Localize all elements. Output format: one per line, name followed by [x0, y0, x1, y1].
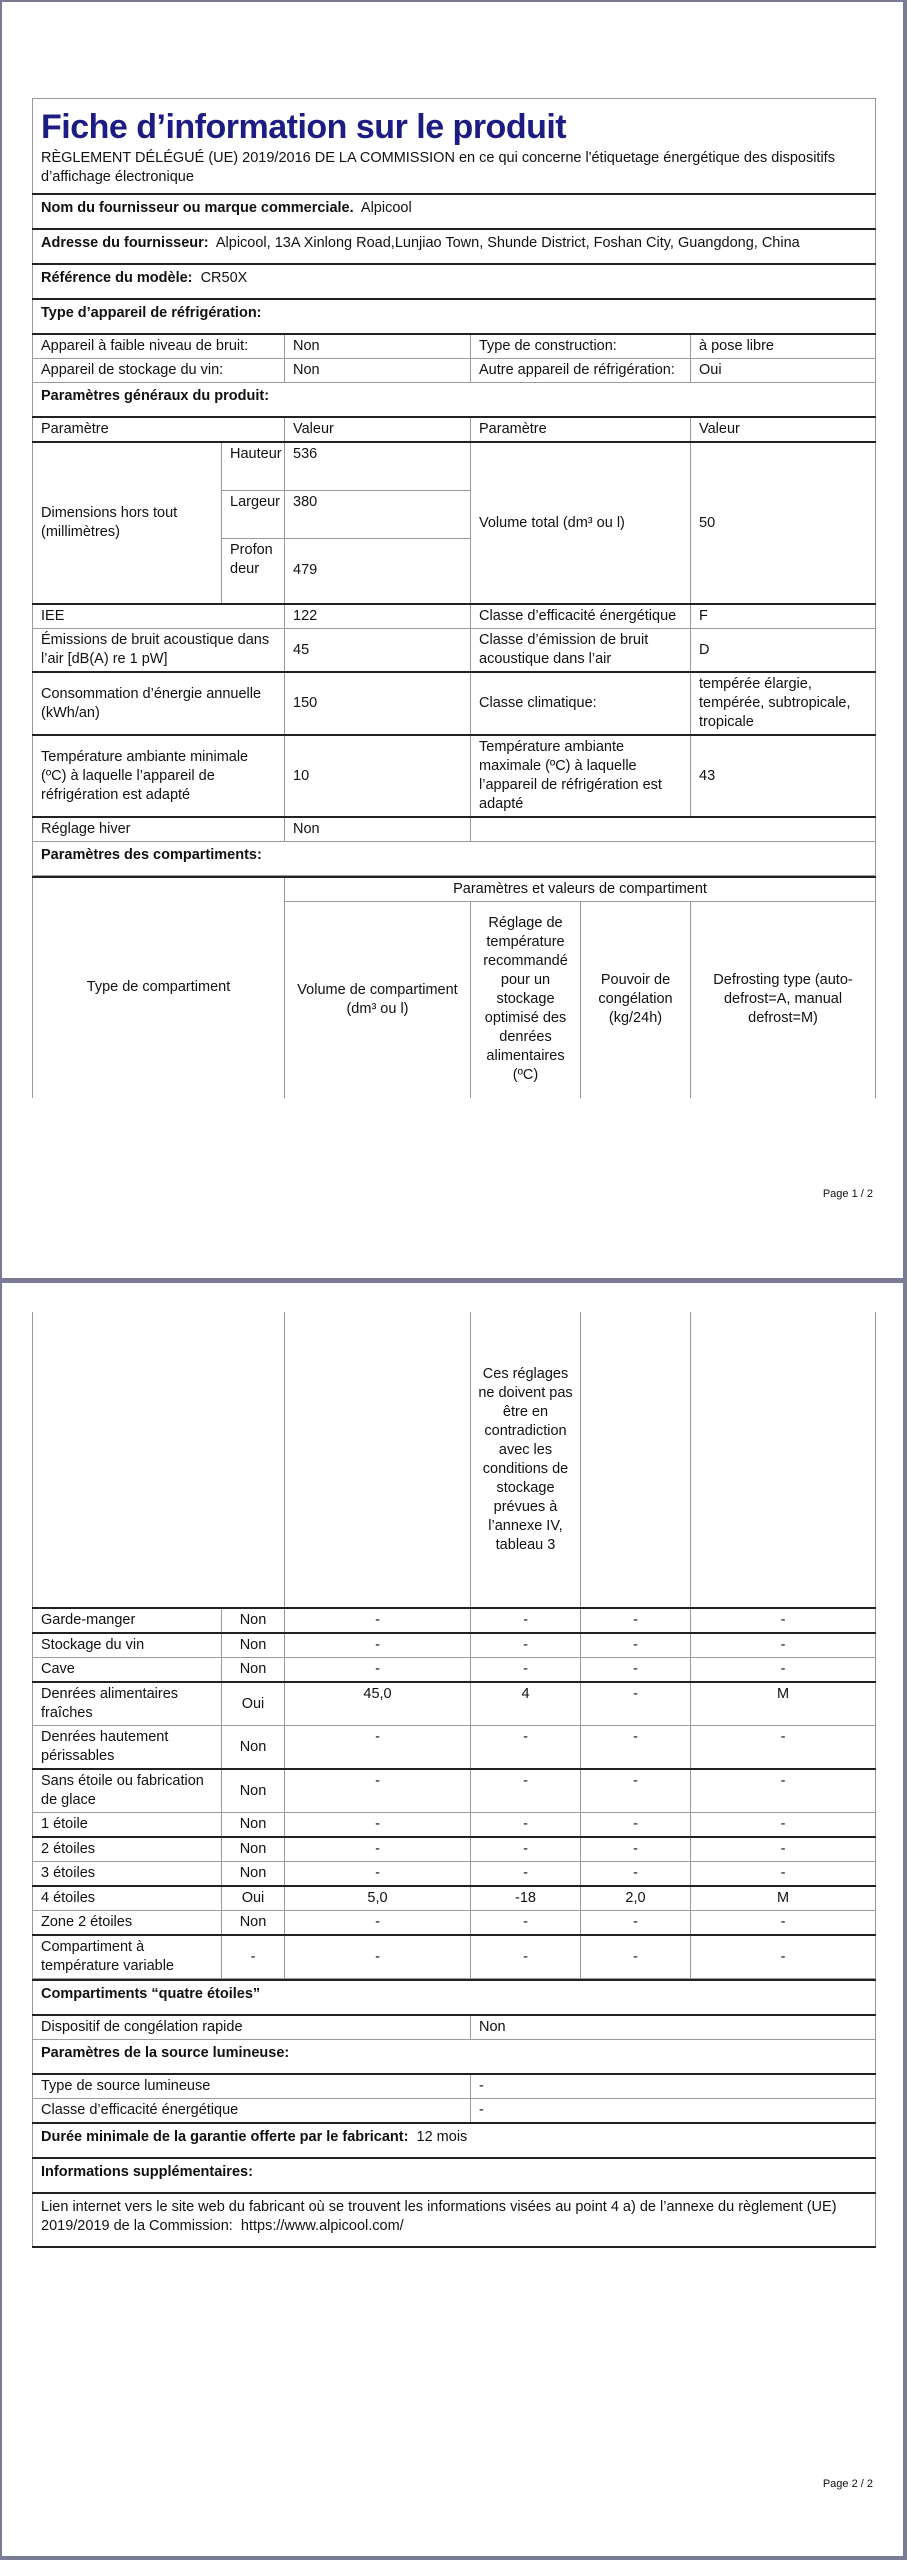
compartment-freezing-capacity: - — [581, 1911, 691, 1936]
compartment-volume: - — [285, 1911, 471, 1936]
four-star-heading: Compartiments “quatre étoiles” — [33, 1980, 876, 2015]
fast-freeze-value: Non — [471, 2015, 876, 2040]
compartment-defrosting-type: - — [691, 1862, 876, 1887]
compartment-type: Cave — [33, 1658, 222, 1683]
compartment-temperature: - — [471, 1769, 581, 1813]
compartment-header-table — [32, 876, 876, 1098]
compartment-group-header: Paramètres et valeurs de compartiment — [285, 877, 876, 902]
document-page-1 — [2, 2, 903, 1278]
noise-emission-value: 45 — [285, 629, 471, 673]
compartment-rows — [33, 1608, 876, 1979]
col-header-temperature-note: Ces réglages ne doivent pas être en contradiction avec les conditions de stockage prévues à l’annexe IV, tableau 3 — [471, 1312, 581, 1608]
compartment-volume: - — [285, 1769, 471, 1813]
depth-label: Profondeur — [222, 538, 285, 604]
other-appliance-label: Autre appareil de réfrigération: — [471, 359, 691, 383]
compartment-volume: 5,0 — [285, 1886, 471, 1911]
compartment-temperature: -18 — [471, 1886, 581, 1911]
col-header-param-2: Paramètre — [471, 417, 691, 442]
col-header-defrosting-type: Defrosting type (auto-defrost=A, manual defrost=M) — [691, 902, 876, 1098]
compartment-volume: 45,0 — [285, 1682, 471, 1726]
manufacturer-website-link[interactable]: https://www.alpicool.com/ — [240, 2218, 404, 2234]
model-row — [33, 264, 876, 299]
compartment-volume: - — [285, 1633, 471, 1658]
compartment-freezing-capacity: - — [581, 1769, 691, 1813]
col-header-defrost-cont — [691, 1312, 876, 1608]
compartment-volume: - — [285, 1862, 471, 1887]
compartment-type: Denrées hautement périssables — [33, 1726, 222, 1770]
col-header-value-2: Valeur — [691, 417, 876, 442]
iee-label: IEE — [33, 604, 285, 629]
construction-type-label: Type de construction: — [471, 334, 691, 359]
energy-consumption-value: 150 — [285, 672, 471, 735]
table-row — [33, 1837, 876, 1862]
compartment-freezing-capacity: - — [581, 1633, 691, 1658]
energy-class-value: F — [691, 604, 876, 629]
compartment-temperature: - — [471, 1911, 581, 1936]
col-header-freezing-capacity: Pouvoir de congélation (kg/24h) — [581, 902, 691, 1098]
light-source-class-label: Classe d’efficacité énergétique — [33, 2099, 471, 2124]
width-label: Largeur — [222, 490, 285, 538]
compartment-type: 4 étoiles — [33, 1886, 222, 1911]
regulation-text: RÈGLEMENT DÉLÉGUÉ (UE) 2019/2016 DE LA COMMISSION en ce qui concerne l'étiquetage énergétique des dispositifs d’affichage électronique — [41, 150, 835, 185]
compartment-present: Non — [222, 1726, 285, 1770]
compartment-freezing-capacity: - — [581, 1658, 691, 1683]
compartment-present: Non — [222, 1911, 285, 1936]
low-noise-label: Appareil à faible niveau de bruit: — [33, 334, 285, 359]
model-value: CR50X — [200, 270, 248, 286]
compartment-present: Non — [222, 1769, 285, 1813]
compartment-present: Non — [222, 1633, 285, 1658]
additional-info-text: Lien internet vers le site web du fabricant où se trouvent les informations visées au point 4 a) de l’annexe du règlement (UE) 2019/2019 de la Commission: — [41, 2199, 837, 2234]
depth-value: 479 — [285, 538, 471, 604]
compartment-defrosting-type: - — [691, 1911, 876, 1936]
light-source-heading: Paramètres de la source lumineuse: — [33, 2040, 876, 2075]
winter-setting-label: Réglage hiver — [33, 817, 285, 842]
compartment-type: Stockage du vin — [33, 1633, 222, 1658]
max-temp-label: Température ambiante maximale (ºC) à laquelle l’appareil de réfrigération est adapté — [471, 735, 691, 817]
appliance-type-heading: Type d’appareil de réfrigération: — [33, 299, 876, 334]
light-source-class-value: - — [471, 2099, 876, 2124]
compartment-volume: - — [285, 1837, 471, 1862]
compartment-defrosting-type: - — [691, 1608, 876, 1633]
compartment-freezing-capacity: - — [581, 1726, 691, 1770]
dimensions-label: Dimensions hors tout (millimètres) — [33, 442, 222, 604]
table-row — [33, 1608, 876, 1633]
product-fiche-sheet-continued — [32, 1312, 875, 2248]
warranty-label: Durée minimale de la garantie offerte par le fabricant: — [41, 2129, 409, 2145]
compartment-present: Non — [222, 1608, 285, 1633]
volume-label: Volume total (dm³ ou l) — [471, 442, 691, 604]
compartment-present: Oui — [222, 1886, 285, 1911]
col-header-param-1: Paramètre — [33, 417, 285, 442]
compartment-defrosting-type: - — [691, 1935, 876, 1979]
page-title: Fiche d’information sur le produit — [41, 108, 567, 146]
compartment-freezing-capacity: - — [581, 1935, 691, 1979]
table-row — [33, 1911, 876, 1936]
additional-info-heading: Informations supplémentaires: — [33, 2158, 876, 2193]
compartment-defrosting-type: - — [691, 1837, 876, 1862]
general-params-heading: Paramètres généraux du produit: — [33, 383, 876, 418]
supplier-name: Alpicool — [360, 200, 412, 216]
noise-emission-label: Émissions de bruit acoustique dans l’air [dB(A) re 1 pW] — [33, 629, 285, 673]
min-temp-value: 10 — [285, 735, 471, 817]
supplier-name-label: Nom du fournisseur ou marque commerciale. — [41, 200, 354, 216]
col-header-value-1: Valeur — [285, 417, 471, 442]
compartment-type: 3 étoiles — [33, 1862, 222, 1887]
noise-class-value: D — [691, 629, 876, 673]
low-noise-value: Non — [285, 334, 471, 359]
table-row — [33, 1726, 876, 1770]
volume-value: 50 — [691, 442, 876, 604]
compartment-temperature: - — [471, 1608, 581, 1633]
compartment-volume: - — [285, 1813, 471, 1838]
table-row — [33, 1658, 876, 1683]
table-row — [33, 1813, 876, 1838]
compartment-temperature: - — [471, 1935, 581, 1979]
compartment-temperature: - — [471, 1813, 581, 1838]
light-source-type-value: - — [471, 2074, 876, 2099]
energy-consumption-label: Consommation d’énergie annuelle (kWh/an) — [33, 672, 285, 735]
col-header-temperature: Réglage de température recommandé pour un stockage optimisé des denrées alimentaires (ºC) — [471, 902, 581, 1098]
compartment-volume: - — [285, 1658, 471, 1683]
compartment-type: Zone 2 étoiles — [33, 1911, 222, 1936]
table-row — [33, 1862, 876, 1887]
compartment-freezing-capacity: - — [581, 1608, 691, 1633]
compartment-defrosting-type: - — [691, 1658, 876, 1683]
noise-class-label: Classe d’émission de bruit acoustique dans l’air — [471, 629, 691, 673]
compartment-freezing-capacity: 2,0 — [581, 1886, 691, 1911]
compartment-temperature: - — [471, 1837, 581, 1862]
height-value: 536 — [285, 442, 471, 490]
fiche-table-top — [32, 98, 876, 876]
compartment-type: Sans étoile ou fabrication de glace — [33, 1769, 222, 1813]
compartment-freezing-capacity: - — [581, 1862, 691, 1887]
other-appliance-value: Oui — [691, 359, 876, 383]
compartment-present: Oui — [222, 1682, 285, 1726]
compartment-type: Compartiment à température variable — [33, 1935, 222, 1979]
compartment-defrosting-type: M — [691, 1886, 876, 1911]
light-source-type-label: Type de source lumineuse — [33, 2074, 471, 2099]
warranty-row — [33, 2123, 876, 2158]
climate-class-value: tempérée élargie, tempérée, subtropicale, tropicale — [691, 672, 876, 735]
compartment-freezing-capacity: - — [581, 1837, 691, 1862]
additional-info-row — [33, 2193, 876, 2247]
compartment-defrosting-type: - — [691, 1633, 876, 1658]
energy-class-label: Classe d’efficacité énergétique — [471, 604, 691, 629]
table-row — [33, 1633, 876, 1658]
compartment-temperature: - — [471, 1726, 581, 1770]
col-header-freezing-cont — [581, 1312, 691, 1608]
compartment-present: - — [222, 1935, 285, 1979]
col-header-volume: Volume de compartiment (dm³ ou l) — [285, 902, 471, 1098]
supplier-name-row — [33, 194, 876, 229]
model-label: Référence du modèle: — [41, 270, 193, 286]
compartment-temperature: - — [471, 1633, 581, 1658]
min-temp-label: Température ambiante minimale (ºC) à laquelle l’appareil de réfrigération est adapté — [33, 735, 285, 817]
compartment-present: Non — [222, 1813, 285, 1838]
page-number: Page 2 / 2 — [822, 2478, 873, 2490]
compartment-type: Garde-manger — [33, 1608, 222, 1633]
compartment-table — [32, 1312, 876, 1979]
compartment-temperature: 4 — [471, 1682, 581, 1726]
warranty-value: 12 mois — [416, 2129, 468, 2145]
compartment-defrosting-type: - — [691, 1769, 876, 1813]
supplier-address: Alpicool, 13A Xinlong Road,Lunjiao Town, Shunde District, Foshan City, Guangdong, China — [215, 235, 800, 251]
compartment-type-header: Type de compartiment — [33, 877, 285, 1098]
compartment-present: Non — [222, 1837, 285, 1862]
compartment-params-heading: Paramètres des compartiments: — [33, 842, 876, 876]
document-page-2 — [2, 1283, 903, 2556]
compartment-temperature: - — [471, 1862, 581, 1887]
compartment-type: 1 étoile — [33, 1813, 222, 1838]
table-row — [33, 1682, 876, 1726]
iee-value: 122 — [285, 604, 471, 629]
construction-type-value: à pose libre — [691, 334, 876, 359]
compartment-type: Denrées alimentaires fraîches — [33, 1682, 222, 1726]
table-row — [33, 1935, 876, 1979]
empty-cell — [471, 817, 876, 842]
compartment-temperature: - — [471, 1658, 581, 1683]
compartment-present: Non — [222, 1658, 285, 1683]
table-row — [33, 1886, 876, 1911]
compartment-present: Non — [222, 1862, 285, 1887]
compartment-defrosting-type: M — [691, 1682, 876, 1726]
fiche-table-bottom — [32, 1979, 876, 2248]
product-fiche-sheet — [32, 98, 875, 1098]
compartment-type-header-cont — [33, 1312, 285, 1608]
compartment-type: 2 étoiles — [33, 1837, 222, 1862]
table-row — [33, 1769, 876, 1813]
width-value: 380 — [285, 490, 471, 538]
compartment-defrosting-type: - — [691, 1813, 876, 1838]
winter-setting-value: Non — [285, 817, 471, 842]
page-number: Page 1 / 2 — [822, 1188, 873, 1200]
fast-freeze-label: Dispositif de congélation rapide — [33, 2015, 471, 2040]
wine-storage-value: Non — [285, 359, 471, 383]
compartment-freezing-capacity: - — [581, 1813, 691, 1838]
climate-class-label: Classe climatique: — [471, 672, 691, 735]
col-header-volume-cont — [285, 1312, 471, 1608]
height-label: Hauteur — [222, 442, 285, 490]
compartment-volume: - — [285, 1935, 471, 1979]
max-temp-value: 43 — [691, 735, 876, 817]
compartment-defrosting-type: - — [691, 1726, 876, 1770]
wine-storage-label: Appareil de stockage du vin: — [33, 359, 285, 383]
compartment-volume: - — [285, 1608, 471, 1633]
compartment-freezing-capacity: - — [581, 1682, 691, 1726]
supplier-address-row — [33, 229, 876, 264]
supplier-address-label: Adresse du fournisseur: — [41, 235, 209, 251]
compartment-volume: - — [285, 1726, 471, 1770]
